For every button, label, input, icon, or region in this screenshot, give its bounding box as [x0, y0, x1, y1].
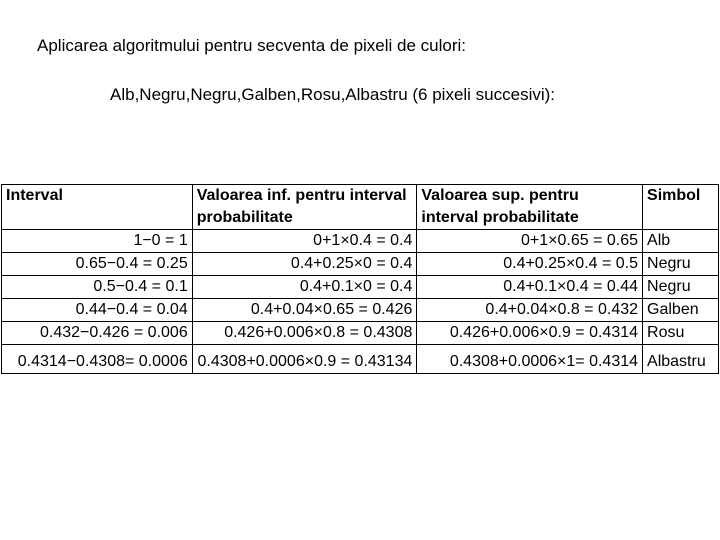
- table-row: [2, 299, 719, 322]
- header-symbol: Simbol: [643, 185, 719, 230]
- table-row: [2, 253, 719, 276]
- table-header-row: [2, 185, 719, 230]
- cell-interval: 0.432−0.426 = 0.006: [2, 322, 193, 345]
- cell-interval: 0.65−0.4 = 0.25: [2, 253, 193, 276]
- cell-upper: 0.4+0.1×0.4 = 0.44: [417, 276, 643, 299]
- table-row: [2, 230, 719, 253]
- cell-symbol: Negru: [643, 276, 719, 299]
- header-lower-bound: Valoarea inf. pentru interval probabilitate: [192, 185, 417, 230]
- cell-symbol: Negru: [643, 253, 719, 276]
- table-row: [2, 345, 719, 374]
- cell-lower: 0.4+0.04×0.65 = 0.426: [192, 299, 417, 322]
- cell-lower: 0.4308+0.0006×0.9 = 0.43134: [192, 345, 417, 374]
- cell-lower: 0+1×0.4 = 0.4: [192, 230, 417, 253]
- table-row: [2, 276, 719, 299]
- cell-upper: 0.426+0.006×0.9 = 0.4314: [417, 322, 643, 345]
- cell-lower: 0.426+0.006×0.8 = 0.4308: [192, 322, 417, 345]
- cell-upper: 0.4+0.04×0.8 = 0.432: [417, 299, 643, 322]
- cell-upper: 0.4+0.25×0.4 = 0.5: [417, 253, 643, 276]
- cell-symbol: Albastru: [643, 345, 719, 374]
- table-row: [2, 322, 719, 345]
- cell-symbol: Galben: [643, 299, 719, 322]
- header-interval: Interval: [2, 185, 193, 230]
- sequence-subtitle: Alb,Negru,Negru,Galben,Rosu,Albastru (6 pixeli succesivi):: [110, 85, 556, 104]
- header-upper-bound: Valoarea sup. pentru interval probabilitate: [417, 185, 643, 230]
- cell-interval: 0.5−0.4 = 0.1: [2, 276, 193, 299]
- probability-table: [1, 184, 719, 374]
- cell-upper: 0.4308+0.0006×1= 0.4314: [417, 345, 643, 374]
- cell-interval: 1−0 = 1: [2, 230, 193, 253]
- page-title: Aplicarea algoritmului pentru secventa de pixeli de culori:: [37, 36, 467, 55]
- cell-interval: 0.4314−0.4308= 0.0006: [2, 345, 193, 374]
- cell-upper: 0+1×0.65 = 0.65: [417, 230, 643, 253]
- cell-symbol: Alb: [643, 230, 719, 253]
- cell-lower: 0.4+0.25×0 = 0.4: [192, 253, 417, 276]
- cell-interval: 0.44−0.4 = 0.04: [2, 299, 193, 322]
- cell-symbol: Rosu: [643, 322, 719, 345]
- cell-lower: 0.4+0.1×0 = 0.4: [192, 276, 417, 299]
